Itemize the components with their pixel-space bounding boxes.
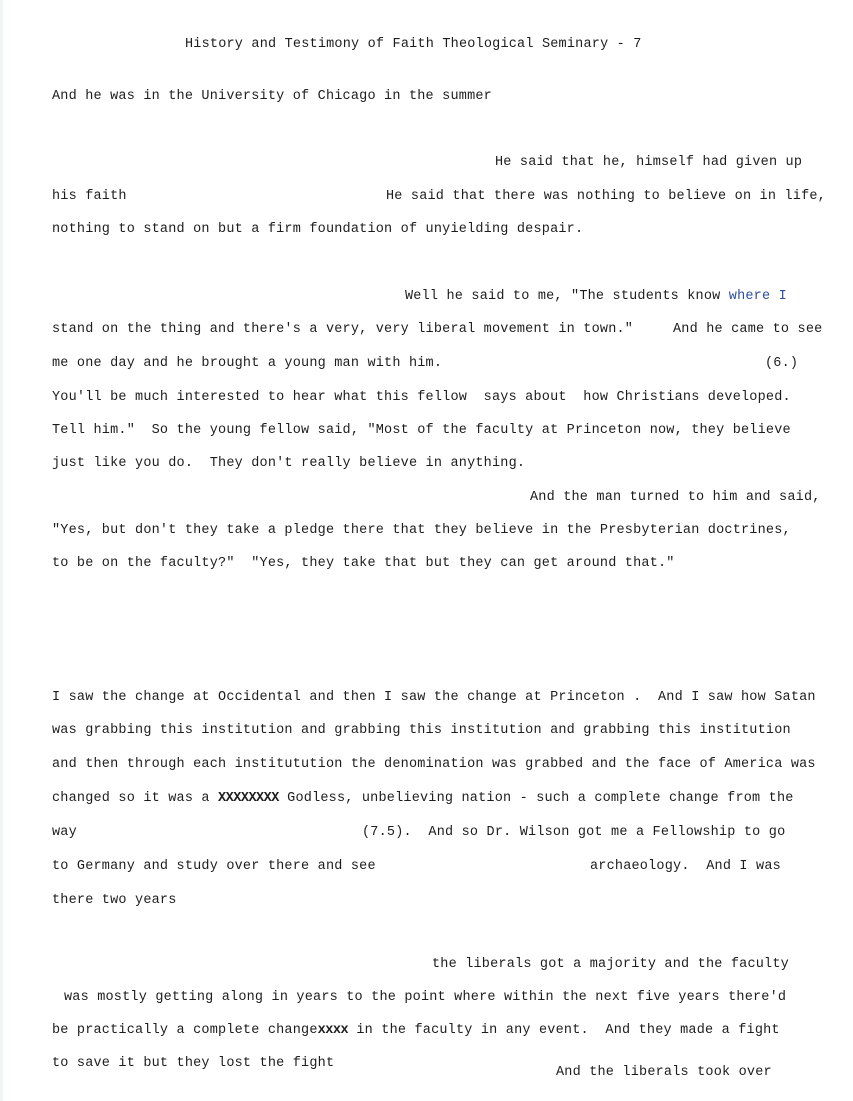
text-line: way [52,825,77,840]
text-line: his faith [52,189,127,204]
text-line: And he came to see [673,322,823,337]
text-line: me one day and he brought a young man with him. [52,356,443,371]
text-line: there two years [52,893,177,908]
text-line: I saw the change at Occidental and then I saw the change at Princeton . And I saw how Satan [52,690,816,705]
text-line: "Yes, but don't they take a pledge there that they believe in the Presbyterian doctrines, [52,523,791,538]
text-line: just like you do. They don't really believe in anything. [52,456,526,471]
text-line: be practically a complete changexxxx in the faculty in any event. And they made a fight [52,1023,780,1038]
timestamp-marker: (6.) [765,356,799,371]
text-line: archaeology. And I was [590,859,781,874]
text-line: the liberals got a majority and the faculty [432,957,789,972]
text-line: And he was in the University of Chicago in the summer [52,89,492,104]
page-edge [0,0,3,1101]
text-line: And the liberals took over [556,1065,772,1080]
text-line: nothing to stand on but a firm foundation of unyielding despair. [52,222,584,237]
text-line: was mostly getting along in years to the point where within the next five years there'd [64,990,787,1005]
struck-out-text: xxxx [317,1023,349,1038]
text-line: Tell him." So the young fellow said, "Most of the faculty at Princeton now, they believe [52,423,791,438]
text-line: You'll be much interested to hear what this fellow says about how Christians developed. [52,390,791,405]
text-line: And the man turned to him and said, [530,490,821,505]
text-line: (7.5). And so Dr. Wilson got me a Fellowship to go [362,825,786,840]
text-line: and then through each institutution the denomination was grabbed and the face of America was [52,757,816,772]
text-line: changed so it was a XXXXXXXX Godless, unbelieving nation - such a complete change from the [52,791,794,806]
handwritten-insert: where I [728,289,787,304]
text-line: He said that there was nothing to believe on in life, [386,189,826,204]
struck-out-text: XXXXXXXX [218,791,279,806]
text-line: He said that he, himself had given up [495,155,803,170]
text-line: to Germany and study over there and see [52,859,376,874]
text-line: was grabbing this institution and grabbing this institution and grabbing this institution [52,723,791,738]
text-line: Well he said to me, "The students know where I [405,289,787,304]
page-title: History and Testimony of Faith Theological Seminary - 7 [185,37,642,52]
text-line: to save it but they lost the fight [52,1056,335,1071]
text-line: stand on the thing and there's a very, very liberal movement in town." [52,322,634,337]
text-line: to be on the faculty?" "Yes, they take that but they can get around that." [52,556,675,571]
